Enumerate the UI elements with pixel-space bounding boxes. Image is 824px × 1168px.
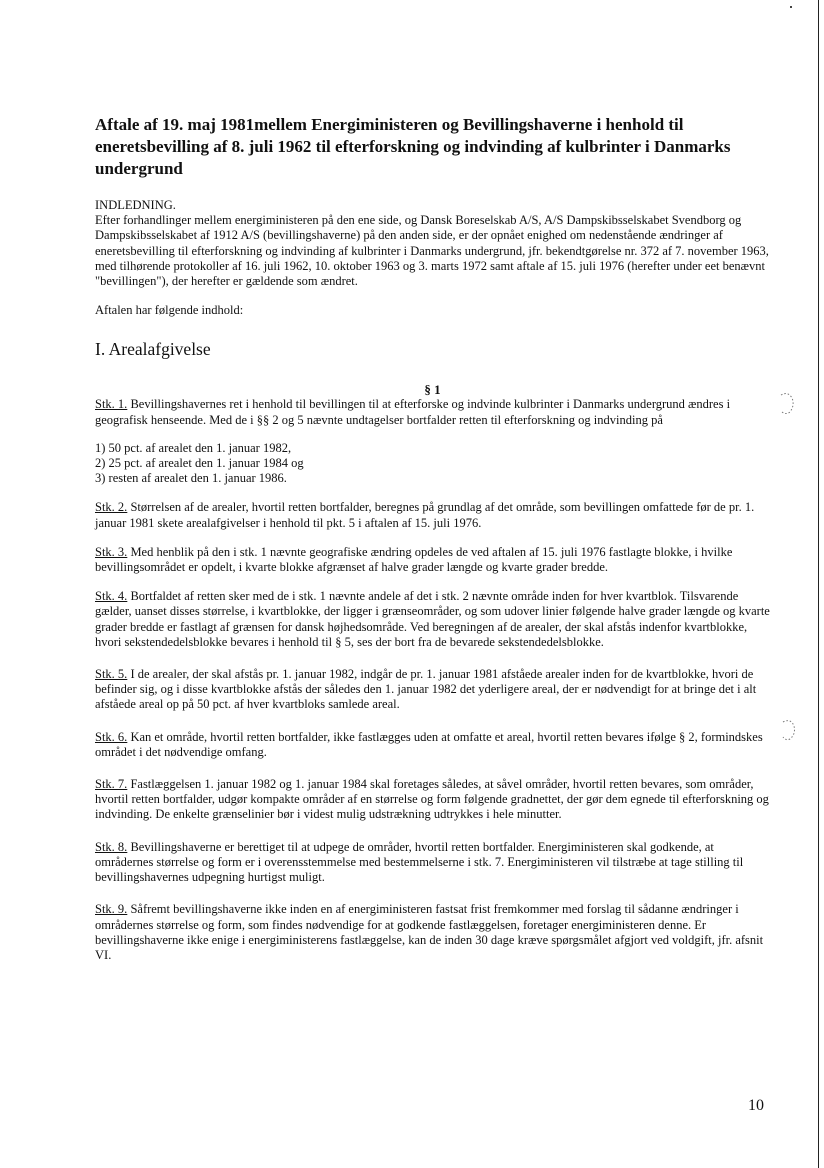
list-item: 1) 50 pct. af arealet den 1. januar 1982, [95,440,292,455]
stk-5-text: I de arealer, der skal afstås pr. 1. januar 1982, indgår de pr. 1. januar 1981 afståede arealer inden for de kvartblokke, hvori de befinder sig, og i disse kvartblokke afstås der således den 1. januar 1982 det yderligere areal, der er nødvendigt for at bringe det i alt afståede areal op på 50 pct. af hver kvartbloks samlede areal. [95,667,757,712]
stk-5-label: Stk. 5. [95,667,128,682]
document-title: Aftale af 19. maj 1981mellem Energiministeren og Bevillingshaverne i henhold til eneretsbevilling af 8. juli 1962 til efterforskning og indvinding af kulbrinter i Danmarks undergrund [95,115,731,178]
list-item: 3) resten af arealet den 1. januar 1986. [95,471,287,486]
stk-2 [95,500,770,530]
stk-6-label: Stk. 6. [95,729,128,744]
punch-hole-mark [778,392,796,416]
stk-8 [95,840,770,886]
stk-8-text: Bevillingshaverne er berettiget til at udpege de områder, hvortil retten bortfalder. Energiministeren skal godkende, at områdernes størrelse og form er i overensstemmelse med bestemmelserne i stk. 7. Energiministeren vil tilstræbe at tage stilling til bevillingshavernes udpegning hurtigst muligt. [95,839,744,885]
document-body [95,114,770,977]
stk-8-label: Stk. 8. [95,839,128,854]
stk-1-label: Stk. 1. [95,397,128,412]
scan-speck [790,6,792,8]
paragraph-number: § 1 [424,382,441,398]
scan-page-edge [818,0,819,1168]
stk-7 [95,777,770,823]
stk-1-text: Bevillingshavernes ret i henhold til bevillingen til at efterforske og indvinde kulbrinter i Danmarks undergrund ændres i geografisk henseende. Med de i §§ 2 og 5 nævnte undtagelser bortfalder retten til efterforskning og indvinding på [95,397,731,427]
section-heading: I. Arealafgivelse [95,339,211,360]
stk-1 [95,397,770,427]
stk-5 [95,667,770,713]
intro-heading: INDLEDNING. [95,198,176,212]
page-number: 10 [748,1097,764,1114]
stk-9-label: Stk. 9. [95,902,128,917]
lead-sentence: Aftalen har følgende indhold: [95,303,244,318]
stk-7-text: Fastlæggelsen 1. januar 1982 og 1. januar 1984 skal foretages således, at såvel områder, hvortil retten bevares, som områder, hvortil retten bortfalder, udgør kompakte områder af en størrelse og form følgende gradnettet, der gør dem egnede til efterforskning og indvinding. De enkelte grænselinier bør i videst mulig udstrækning udtrykkes i hele minutter. [95,777,769,822]
punch-hole-mark [780,718,798,742]
stk-2-text: Størrelsen af de arealer, hvortil retten bortfalder, beregnes på grundlag af det område, som bevillingen omfattede før de pr. 1. januar 1981 skete arealafgivelser i henhold til pkt. 5 i aftalen af 15. juli 1976. [95,500,755,530]
stk-4-text: Bortfaldet af retten sker med de i stk. 1 nævnte andele af det i stk. 2 nævnte område inden for hver kvartblok. Tilsvarende gælder, uanset disses størrelse, i kvartblokke, der ligger i grænseområder, og som udover linier følgende halve grader længde og kvarte grader bredde er fastlagt af grænsen for dansk højhedsområde. Ved beregningen af de arealer, der skal afstås indenfor kvartblokke, hvori sekstendedelsblokke bevares i henhold til § 5, ses der bort fra de bevarede sekstendedelsblokke. [95,589,770,649]
stk-9-text: Såfremt bevillingshaverne ikke inden en af energiministeren fastsat frist fremkommer med forslag til sådanne ændringer i områdernes størrelse og form, som findes nødvendige for at godkende fastlæggelsen, foretager energiministeren denne. Er bevillingshaverne ikke enige i energiministerens fastlæggelse, kan de inden 30 dage kræve spørgsmålet afgjort ved voldgift, jfr. afsnit VI. [95,902,764,962]
stk-2-label: Stk. 2. [95,500,128,515]
stk-3-label: Stk. 3. [95,544,128,559]
stk-6 [95,730,770,760]
stk-9 [95,902,770,963]
intro-paragraph: Efter forhandlinger mellem energiministeren på den ene side, og Dansk Boreselskab A/S, A/S Dampskibsselskabet Svendborg og Dampskibsselskabet af 1912 A/S (bevillingshaverne) på den anden side, er der opnået enighed om nedenstående ændringer af eneretsbevilling til efterforskning og indvinding af kulbrinter i Danmarks undergrund, jfr. bekendtgørelse nr. 372 af 7. november 1963, med tilhørende protokoller af 16. juli 1962, 10. oktober 1963 og 3. marts 1972 samt aftale af 15. juli 1976 (herefter under eet benævnt "bevillingen"), der herefter er gældende som ændret. [95,213,769,289]
stk-4 [95,589,770,650]
stk-4-label: Stk. 4. [95,589,128,604]
stk-6-text: Kan et område, hvortil retten bortfalder, ikke fastlægges uden at omfatte et areal, hvortil retten bevares ifølge § 2, formindskes området i det nødvendige omfang. [95,729,763,759]
list-item: 2) 25 pct. af arealet den 1. januar 1984 og [95,456,304,471]
surrender-schedule-list [95,441,770,487]
stk-3-text: Med henblik på den i stk. 1 nævnte geografiske ændring opdeles de ved aftalen af 15. juli 1976 fastlagte blokke, i hvilke bevillingsområdet er opdelt, i kvarte blokke afgrænset af halve grader længde og kvarte grader bredde. [95,544,733,575]
stk-7-label: Stk. 7. [95,777,128,792]
stk-3 [95,545,770,575]
